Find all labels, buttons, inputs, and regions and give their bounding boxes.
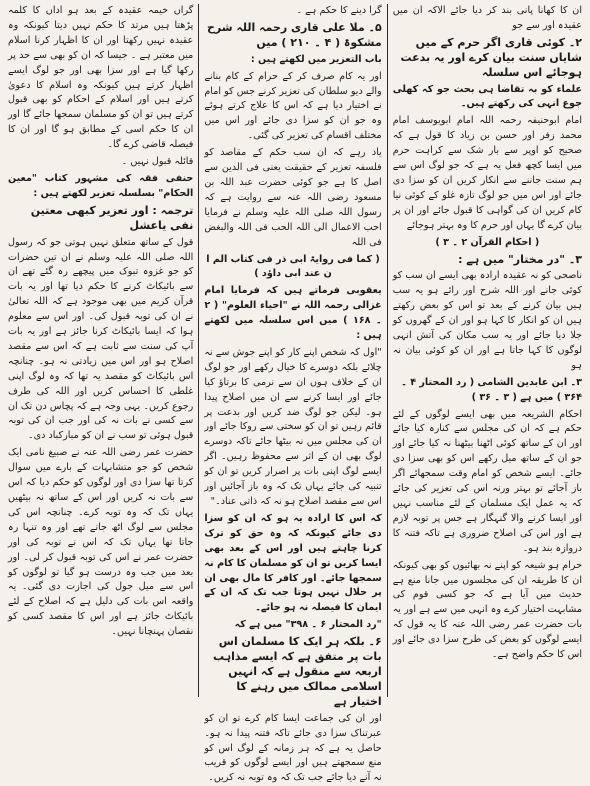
left-column: [3, 4, 198, 697]
middle-paragraph-6: کہ اس کا ارادہ یہ ہو کہ ان کو سزا دی جائے کیونکہ کہ وہ حق کو ترک کرنا چاہتے ہیں اور اس کے بعد بھی ایسا کریں تو ان کو مسلمان کا کام نہ سمجھا جائے۔ اور کافر کا مال بھی ان پر حلال نہیں ہوتا جب تک کہ ان کے ایمان کا فیصلہ نہ ہو جائے۔: [204, 512, 382, 614]
right-reference-2: ۳۔ ابن عابدین الشامی ( رد المحتار ۴ ۔ ۳۶۴ ) میں ہے ( ۳ ۔ ۳۶ ): [401, 376, 582, 403]
middle-reference-1: ( کما فی روایۃ ابی ذر فی کتاب الم ا ن عند ابی داؤد ): [206, 253, 380, 280]
right-paragraph-4: ناصحی کو نہ عقیدہ ارادہ بھی ایسے ان سب کو کوئی جانے اور اللہ شرح اور رائے ہو یہ سب ہیں بیان کرنے کے بعد تو اس کو بعض رکھتے ہیں ان کو انکار کا کہا ہو اور ان کے گھروں کو جلا دیا جائے اور یہ سب مکان کی آتش انہی لوگوں کا کہا جاتا ہے اور ان کو کوئی بیان نہ ہو: [392, 270, 582, 371]
right-reference-1: ( احکام القرآن ۲ ۔ ۳ ): [435, 236, 540, 248]
middle-heading-6: ۶۔ بلکہ ہر ایک کا مسلمان اس بات پر متفق ہے کہ ایسے مذاہب اربعہ سے منقول ہے کہ انہیں اسلامی ممالک میں رہنے کا اختیار ہے: [212, 635, 382, 708]
right-column: [388, 4, 587, 697]
right-paragraph-3: امام ابوحنیفہ رحمہ اللہ امام ابویوسف امام محمد زفر اور حسن بن زیاد کا قول ہے کہ صحیح کو اوپر سے بار شک سے کراہت حرم میں ایسا کچھ فعل یہ ہے کہ جو لوگ اس سے ہم سنت جاننے سے انکار کریں ان کو سزا دی جائے اور اس میں جو لوگ تازہ غلو کے کوئی نیا کام کریں ان کی گواہی کا قبول جائے اور ان پر بیان کرے گا یہاں اور حرم کا وہ بہتر ہوجائے: [392, 115, 582, 231]
right-paragraph-1: ان کا کھانا پانی بند کر دیا جائے الاکہ ان میں عقیدہ اور سے جو: [392, 5, 582, 31]
right-paragraph-6: حرام ہو شیعہ کو اپنے نہ بھائیوں کو بھی کیونکہ ان کا طریقہ ان کی مجلسوں میں جانا منع ہے حدیث میں آیا ہے کہ جو کسی قوم کی مشابہت اختیار کرے وہ انہی میں سے ہے اور یہ بات حضرت عمر رضی اللہ عنہ کا یہ قول کہ ایسے لوگوں کو بعض کی طرح سزا دی جائے اور اس کا حکم واضح ہے۔: [392, 559, 582, 661]
middle-paragraph-1: گرا دینے کا حکم ہے ۔: [296, 5, 382, 16]
middle-reference-2: "رد المحتار ۶ ۔ ۳۹۸" میں ہے کہ: [234, 619, 382, 631]
middle-paragraph-2: اور یہ کام صرف کر کے حرام کے کام بنانے والے دیو سلطان کی تعزیر کرنے جس کو امام نے اختیار دیا ہے کہ اس کا علاج کرتے ہوئے وہ جو ان کو سزا دی جائے اور اس میں مختلف اقسام کی تعزیر کی گئی۔: [204, 70, 382, 142]
left-paragraph-4: قول کے ساتھ متعلق نہیں ہوتی جو کہ رسول اللہ صلی اللہ علیہ وسلم نے ان تین حضرات کو جو غزوہ تبوک میں پیچھے رہ گئے تھے ان سے بائیکاٹ کرنے کا حکم دیا تھا اور یہ بات قرآن کریم میں بھی موجود ہے کہ اللہ تعالیٰ نے ان کی توبہ قبول کی۔ اور اس سے معلوم ہوا کہ ایسا بائیکاٹ کرنا جائز ہے اور یہ بات آپ کی سنت سے ثابت ہے کہ اس سے مقصد اصلاح ہو اور اس میں زیادتی نہ ہو۔ چنانچہ اس بائیکاٹ کو مقصد یہ تھا کہ وہ لوگ اپنی غلطی کا احساس کریں اور اللہ کی طرف رجوع کریں۔ یہی وجہ ہے کہ پچاس دن تک ان سے کسی نے بات نہ کی اور جب ان کی توبہ قبول ہوئی تو سب نے ان کو مبارکباد دی۔: [8, 236, 194, 442]
right-heading-3: ۳۔ "در مختار" میں ہے :: [458, 252, 582, 266]
left-paragraph-2: قائلہ قبول نہیں ۔: [121, 156, 194, 168]
middle-subheading-5: باب التعزیر میں لکھتے ہیں :: [250, 53, 382, 65]
middle-paragraph-3: یاد رہے کہ ان سب حکم کے مقاصد کو فلسفہ تعزیر کے حقیقت یعنی فی الدین سے اصل کا ہے جو کوئی حضرت عبد اللہ بن مسعود رضی اللہ عنہ سے روایت ہے کہ رسول اللہ صلی اللہ علیہ وسلم نے فرمایا احب الاعمال الی اللہ الحب فی اللہ والبغض فی اللہ: [204, 147, 382, 248]
middle-column: [199, 4, 386, 784]
left-paragraph-3: حنفی فقہ کی مشہور کتاب "معین الحکام" بسلسلہ تعزیر لکھتے ہیں :: [8, 172, 194, 199]
middle-paragraph-4: یعقوبی فرماتے ہیں کہ فرمایا امام غزالی رحمہ اللہ نے "احیاء العلوم" ( ۲ ۔ ۱۶۸ ) میں اس سلسلہ میں لکھتے ہیں :: [204, 285, 382, 342]
right-heading-2: ۲۔ کوئی قاری اگر حرم کے میں شایاں سنت بیان کرے اور یہ بدعت ہوجائے اس سلسلہ: [400, 35, 582, 79]
middle-paragraph-5: "اول کہ شخص اپنے کار کو اپنے جوش سے نہ چلائے بلکہ دوسرے کا خیال رکھے اور جو لوگ ان کے خلاف ہوں ان سے نرمی کا برتاؤ کیا جائے اور ایسا کرنے سے ان میں اصلاح پیدا ہو۔ لیکن جو لوگ ضد کریں اور بدعت پر قائم رہیں تو ان کو سختی سے روکا جائے اور ان کی مجلس میں نہ بیٹھا جائے تاکہ دوسرے لوگ بھی ان کے اثر سے محفوظ رہیں۔ اگر ایسے لوگ اپنی بات پر اصرار کریں تو ان کو تنبیہ کی جائے یہاں تک کہ وہ باز آجائیں اور اس سے مقصد اصلاح ہو نہ کہ ذاتی عناد۔": [204, 346, 382, 507]
middle-heading-5: ۵۔ ملا علی قاری رحمہ اللہ شرح مشکوۃ ( ۴ ۔ ۲۱۰ ) میں: [206, 20, 382, 49]
left-translation-heading: ترجمہ : اور تعزیر کبھی معتین نفی یاعشل: [30, 203, 194, 232]
right-paragraph-5: احکام الشریعہ میں بھی ایسے لوگوں کے لئے حکم ہے کہ ان کی مجلس سے کنارہ کیا جائے اور ان کے ساتھ کوئی اٹھنا بیٹھنا نہ کیا جائے اور جو ان کے ساتھ میل رکھے اس کو بھی سزا دی جائے۔ ایسے شخص کو امام وقت سمجھائے اگر باز آجائے تو بہتر ورنہ اس کی تعزیر کی جائے کہ یہ عمل ایک مسلمان کے لئے مناسب نہیں اور ایسا کرنے والا گنہگار ہے جس پر توبہ لازم ہے اور اس کی اصلاح ضروری ہے تاکہ فتنہ کا دروازہ بند ہو۔: [392, 408, 582, 554]
left-paragraph-1: گراں خیمہ عقیدہ کے بعد ہو اداں کا کلمہ پڑھتا ہیں مرتد کا حکم نہیں دیتا کیونکہ وہ عقیدہ نہیں رکھتا اور ان کا اظہار کرنا اسلام میں معتبر ہے ۔ جیسا کہ ان کو بھی سے حد پر رکھا گیا ہے اور سزا بھی اور جو لوگ ایسے اظہار کرتے ہیں کیونکہ وہ اسلام کا دعویٰ کرتے ہیں اور اسلام کے احکام کو بھی قبول کرتے ہیں تو ان کو مسلمان سمجھا جائے گا اور ان کا حکم اسی کے مطابق ہو گا اور ان کا فیصلہ قاضی کرے گا۔: [8, 5, 194, 151]
middle-paragraph-7: اور ان کی جماعت ایسا کام کرے تو ان کو عبرتناک سزا دی جائے تاکہ فتنہ پیدا نہ ہو۔ حاصل یہ ہے کہ ہر زمانہ کے لوگ اس کو منع سمجھتے ہیں اور ایسے لوگوں کو قریب نہ آنے دیا جائے جب تک کہ وہ توبہ نہ کریں۔: [204, 712, 382, 784]
right-paragraph-2: علماء کو بہ تقاضا ہی بحث جو کہ کھلی جوع انہی کی رکھتے ہیں۔: [392, 83, 582, 110]
left-paragraph-5: حضرت عمر رضی اللہ عنہ نے صبیغ نامی ایک شخص کو جو متشابہات کے بارے میں سوال کرتا تھا سزا دی اور لوگوں کو حکم دیا کہ اس سے بات نہ کریں اور اس کے ساتھ نہ بیٹھیں یہاں تک کہ وہ توبہ کرے۔ چنانچہ اس کی مجلس سے لوگ اٹھ جاتے تھے اور وہ تنہا رہ جاتا تھا یہاں تک کہ اس نے توبہ کی اور حضرت عمر نے اس کی توبہ قبول کر لی۔ اور بعد میں جب وہ درست ہو گیا تو لوگوں کو اس سے میل جول کی اجازت دی گئی۔ یہ واقعہ اس بات کی دلیل ہے کہ اصلاح کے لئے بائیکاٹ جائز ہے اور اس کا مقصد کسی کو نقصان پہنچانا نہیں۔: [8, 447, 194, 638]
